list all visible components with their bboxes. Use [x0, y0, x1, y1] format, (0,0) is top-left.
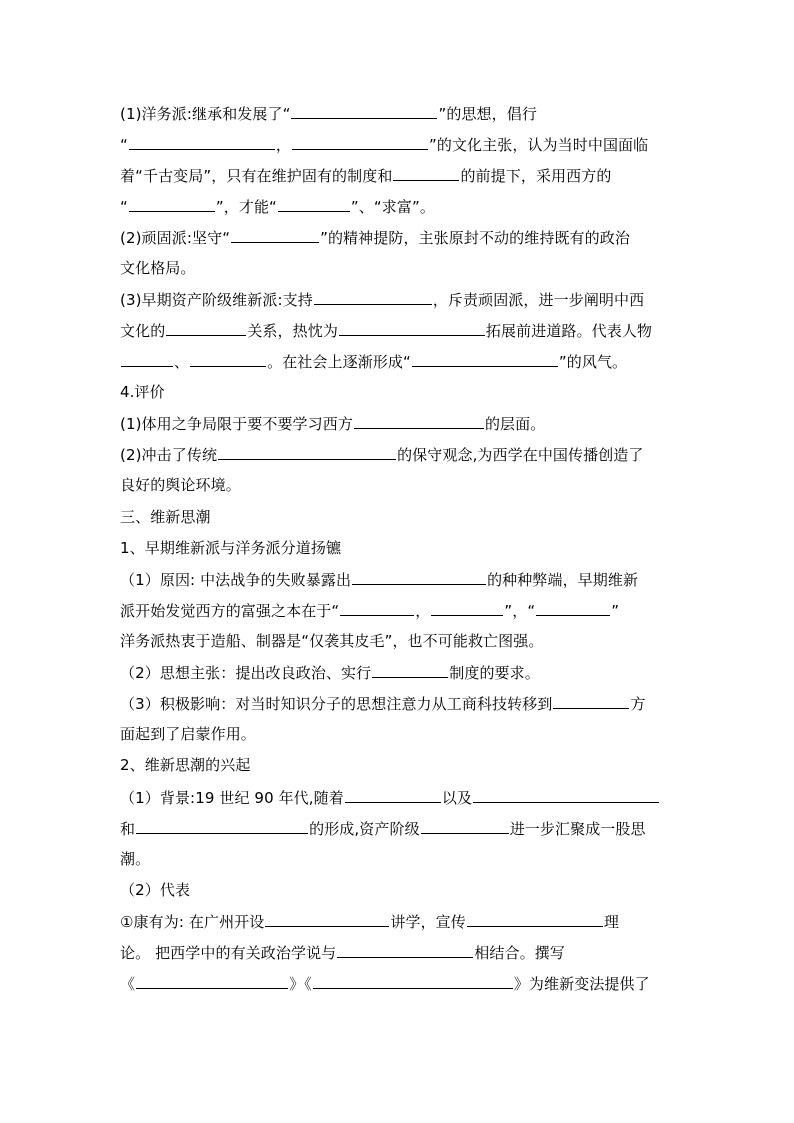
- text-line: [120, 942, 565, 963]
- text: 讲学，宣传: [390, 913, 466, 931]
- text-line: [120, 258, 196, 278]
- text: 》为维新变法提供了: [513, 975, 650, 993]
- fill-blank: [218, 444, 396, 460]
- text: ”: [611, 602, 620, 620]
- fill-blank: [431, 600, 503, 616]
- text: “: [120, 136, 128, 154]
- fill-blank: [292, 134, 428, 150]
- fill-blank: [352, 569, 486, 585]
- fill-blank: [473, 787, 659, 803]
- text-line: [120, 787, 660, 808]
- text: 文化格局。: [120, 259, 196, 277]
- text: （3）积极影响：对当时知识分子的思想注意力从工商科技转移到: [120, 695, 553, 713]
- fill-blank: [129, 196, 215, 212]
- text: 拓展前进道路。代表人物: [485, 322, 653, 340]
- text: 理: [603, 913, 619, 931]
- text: 面起到了启蒙作用。: [120, 725, 256, 743]
- fill-blank: [166, 320, 246, 336]
- text: 制度的要求。: [449, 664, 540, 682]
- text: 、: [174, 353, 190, 371]
- text: ”的风气。: [558, 353, 628, 371]
- fill-blank: [339, 320, 485, 336]
- text: 以及: [441, 789, 473, 807]
- text-line: [120, 724, 256, 744]
- text: ”的文化主张，认为当时中国面临: [428, 136, 649, 154]
- text: 洋务派热衷于造船、制器是“仅袭其皮毛”，也不可能救亡图强。: [120, 632, 544, 650]
- fill-blank: [190, 351, 266, 367]
- text: ”，“: [504, 602, 536, 620]
- fill-blank: [421, 818, 509, 834]
- text-line: [120, 103, 537, 124]
- text: （2）代表: [120, 881, 191, 899]
- fill-blank: [313, 973, 513, 989]
- text: ，: [415, 602, 431, 620]
- fill-blank: [136, 973, 288, 989]
- text: ”的思想，倡行: [438, 105, 537, 123]
- fill-blank: [345, 787, 441, 803]
- text: （1）背景:19 世纪 90 年代,随着: [120, 789, 344, 807]
- text: ，斥责顽固派，进一步阐明中西: [432, 291, 645, 309]
- subsection-heading: [120, 755, 250, 775]
- fill-blank: [340, 600, 414, 616]
- fill-blank: [278, 196, 350, 212]
- text: 进一步汇聚成一股思: [509, 820, 646, 838]
- text-line: [120, 444, 644, 465]
- text: 着“千古变局”，只有在维护固有的制度和: [120, 167, 393, 185]
- text: “: [120, 198, 128, 216]
- text: ”，才能“: [215, 198, 277, 216]
- text: （2）思想主张：提出改良政治、实行: [120, 664, 372, 682]
- fill-blank: [553, 693, 629, 709]
- text-line: [120, 289, 644, 310]
- text: ，: [275, 136, 291, 154]
- fill-blank: [536, 600, 610, 616]
- fill-blank: [136, 818, 308, 834]
- text: ①康有为: 在广州开设: [120, 913, 265, 931]
- text: 的层面。: [484, 415, 546, 433]
- text: 关系，热忱为: [247, 322, 338, 340]
- fill-blank: [231, 227, 319, 243]
- text: (2)顽固派:坚守“: [120, 229, 231, 247]
- text-line: [120, 849, 150, 869]
- text: 》《: [289, 975, 312, 993]
- text-line: [120, 631, 543, 651]
- text-line: [120, 973, 650, 994]
- text-line: [120, 351, 627, 372]
- text: 《: [120, 975, 136, 993]
- fill-blank: [291, 103, 437, 119]
- text: （1）原因: 中法战争的失败暴露出: [120, 571, 352, 589]
- fill-blank: [121, 351, 173, 367]
- text: (1)体用之争局限于要不要学习西方: [120, 415, 353, 433]
- text: 的保守观念,为西学在中国传播创造了: [397, 446, 644, 464]
- text-line: [120, 165, 611, 186]
- text-line: [120, 880, 190, 900]
- text-line: [120, 227, 630, 248]
- text: 文化的: [120, 322, 166, 340]
- subsection-heading: [120, 538, 341, 558]
- text-line: [120, 320, 652, 341]
- text: 论。 把西学中的有关政治学说与: [120, 944, 337, 962]
- text-line: [120, 818, 646, 839]
- text: 方: [630, 695, 646, 713]
- text: (3)早期资产阶级维新派:支持: [120, 291, 313, 309]
- text: 2、维新思潮的兴起: [120, 756, 251, 774]
- text-line: [120, 600, 619, 621]
- text-line: [120, 569, 638, 590]
- text: 良好的舆论环境。: [120, 476, 241, 494]
- text: 和: [120, 820, 136, 838]
- section-heading: [120, 507, 211, 527]
- text: ”的精神提防，主张原封不动的维持既有的政治: [320, 229, 630, 247]
- text-line: [120, 693, 646, 714]
- fill-blank: [354, 413, 484, 429]
- fill-blank: [314, 289, 432, 305]
- fill-blank: [265, 911, 389, 927]
- fill-blank: [337, 942, 473, 958]
- text: 三、维新思潮: [120, 508, 211, 526]
- text: (2)冲击了传统: [120, 446, 218, 464]
- text-line: [120, 662, 540, 683]
- text: (1)洋务派:继承和发展了“: [120, 105, 291, 123]
- section-heading: [120, 382, 165, 402]
- text: 派开始发觉西方的富强之本在于“: [120, 602, 340, 620]
- text: 的形成,资产阶级: [309, 820, 420, 838]
- text-line: [120, 134, 648, 155]
- text: 的种种弊端，早期维新: [487, 571, 639, 589]
- fill-blank: [412, 351, 558, 367]
- text: 相结合。撰写: [474, 944, 565, 962]
- text: ”、“求富”。: [350, 198, 435, 216]
- text: 。在社会上逐渐形成“: [267, 353, 411, 371]
- text-line: [120, 911, 619, 932]
- text: 1、早期维新派与洋务派分道扬镳: [120, 539, 342, 557]
- text-line: [120, 413, 545, 434]
- text-line: [120, 196, 435, 217]
- text: 4.评价: [120, 383, 165, 401]
- text: 的前提下，采用西方的: [460, 167, 612, 185]
- fill-blank: [129, 134, 275, 150]
- fill-blank: [372, 662, 448, 678]
- text: 潮。: [120, 850, 151, 868]
- fill-blank: [467, 911, 603, 927]
- text-line: [120, 475, 241, 495]
- fill-blank: [393, 165, 459, 181]
